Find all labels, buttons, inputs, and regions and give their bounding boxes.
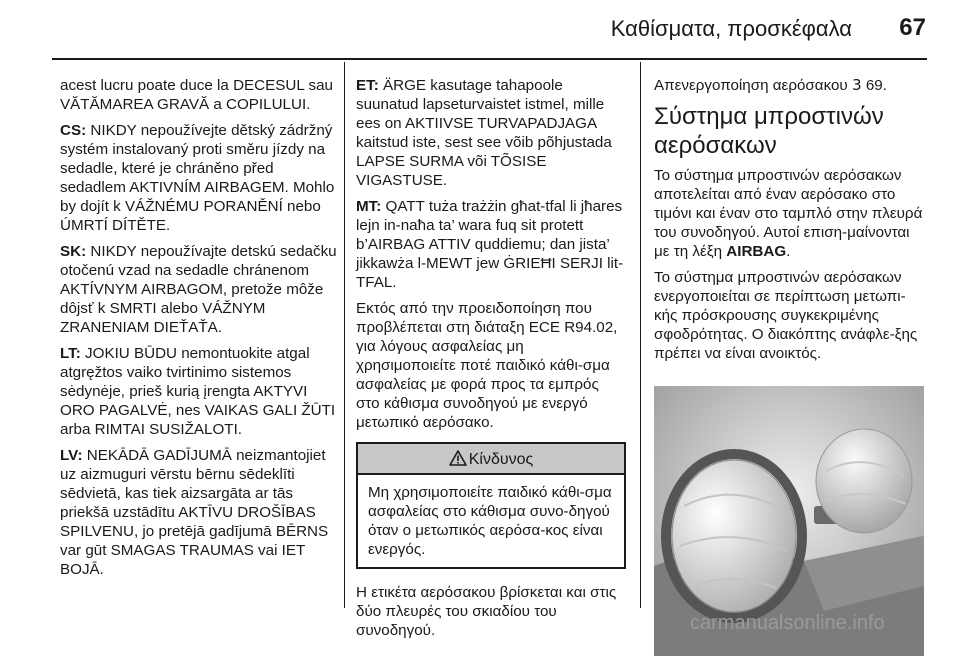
danger-box-title: Κίνδυνος <box>468 451 534 468</box>
airbag-system-paragraph <box>654 166 924 261</box>
lv-text: NEKĀDĀ GADĪJUMĀ neizmantojiet uz aizmuguri vērstu bērnu sēdeklīti sēdvietā, kas tiek aizsargāta ar tās priekšā uzstādītu AKTĪVU DROŠĪBAS SPILVENU, jo pretējā gadījumā BĒRNS var gūt SMAGAS TRAUMAS vai IET BOJĀ. <box>60 447 329 578</box>
airbag-word: AIRBAG <box>726 243 787 260</box>
sk-label: SK: <box>60 243 87 260</box>
column-right <box>654 76 924 661</box>
lv-label: LV: <box>60 447 83 464</box>
column-divider <box>640 62 641 608</box>
mt-text: QATT tuża trażżin għat-tfal li jħares lejn in-naħa ta’ wara fuq sit protett b’AIRBAG ATTIV quddiemu; dan jista’ jikkawża l-MEWT jew ĠRIEĦI SERJI lit-TFAL. <box>356 198 624 291</box>
column-middle <box>356 76 626 647</box>
danger-box <box>356 442 626 569</box>
danger-box-header <box>358 444 624 475</box>
deactivation-reference <box>654 76 924 95</box>
lv-paragraph <box>60 446 338 579</box>
warning-triangle-icon <box>449 450 467 466</box>
cs-label: CS: <box>60 122 87 139</box>
watermark: carmanualsonline.info <box>690 612 885 634</box>
page-header <box>0 0 960 60</box>
activation-paragraph: Το σύστημα μπροστινών αερόσακων ενεργοποιείται σε περίπτωση μετωπι‐κής πρόσκρουσης συγκεκριμένης σφοδρότητας. Ο διακόπτης ανάφλε‐ξης πρέπει να είναι ανοικτός. <box>654 269 918 362</box>
page-number: 67 <box>899 14 926 41</box>
sk-paragraph <box>60 242 338 337</box>
column-divider <box>344 62 345 608</box>
et-paragraph <box>356 76 626 190</box>
greek-warning-paragraph: Εκτός από την προειδοποίηση που προβλέπεται στη διάταξη ECE R94.02, για λόγους ασφαλείας μη χρησιμοποιείτε ποτέ παιδικό κάθι‐σμα ασφαλείας με φορά προς τα εμπρός στο κάθισμα συνοδηγού με ενεργό μετωπικό αερόσακο. <box>356 300 618 431</box>
cs-text: NIKDY nepoužívejte dětský zádržný systém instalovaný proti směru jízdy na sedadle, které je chráněno před sedadlem AKTIVNÍM AIRBAGEM. Mohlo by dojít k VÁŽNÉMU PORANĚNÍ nebo ÚMRTÍ DÍTĚTE. <box>60 122 335 234</box>
lt-text: JOKIU BŪDU nemontuokite atgal atgręžtos vaiko tvirtinimo sistemos sėdynėje, prieš kurią įrengta AKTYVI ORO PAGALVĖ, nes VAIKAS GALI ŽŪTI arba RIMTAI SUSIŽALOTI. <box>60 345 336 438</box>
page-title: Καθίσματα, προσκέφαλα <box>610 16 852 41</box>
intro-paragraph: acest lucru poate duce la DECESUL sau VĂTĂMAREA GRAVĂ a COPILULUI. <box>60 77 333 113</box>
mt-label: MT: <box>356 198 382 215</box>
section-heading: Σύστημα μπροστινών αερόσακων <box>654 103 884 159</box>
reference-page: 69. <box>861 77 887 94</box>
sk-text: NIKDY nepoužívajte detskú sedačku otočenú vzad na sedadle chránenom AKTÍVNYM AIRBAGOM, pretože môže dôjsť k SMRTI alebo VÁŽNYM ZRANENIAM DIEŤAŤA. <box>60 243 337 336</box>
lt-paragraph <box>60 344 338 439</box>
airbag-system-text: Το σύστημα μπροστινών αερόσακων αποτελείται από έναν αερόσακο στο τιμόνι και έναν στο ταμπλό στην πλευρά του συνοδηγού. Αυτοί επιση‐μαίνονται με τη λέξη <box>654 167 923 260</box>
header-rule <box>52 58 927 60</box>
mt-paragraph <box>356 197 626 292</box>
reference-text: Απενεργοποίηση αερόσακου <box>654 77 852 94</box>
label-location-paragraph: Η ετικέτα αερόσακου βρίσκεται και στις δύο πλευρές του σκιαδίου του συνοδηγού. <box>356 584 617 639</box>
lt-label: LT: <box>60 345 81 362</box>
reference-arrow-icon: 3 <box>851 76 862 94</box>
airbag-system-end: . <box>786 243 791 260</box>
et-label: ET: <box>356 77 379 94</box>
danger-box-text: Μη χρησιμοποιείτε παιδικό κάθι‐σμα ασφαλείας στο κάθισμα συνο‐δηγού όταν ο μετωπικός αερόσα‐κος είναι ενεργός. <box>368 484 612 558</box>
column-left <box>60 76 338 586</box>
cs-paragraph <box>60 121 338 235</box>
et-text: ÄRGE kasutage tahapoole suunatud lapseturvaistet istmel, mille ees on AKTIIVSE TURVAPADJAGA kaitstud iste, sest see võib põhjustada LAPSE SURMA või TÕSISE VIGASTUSE. <box>356 77 612 189</box>
